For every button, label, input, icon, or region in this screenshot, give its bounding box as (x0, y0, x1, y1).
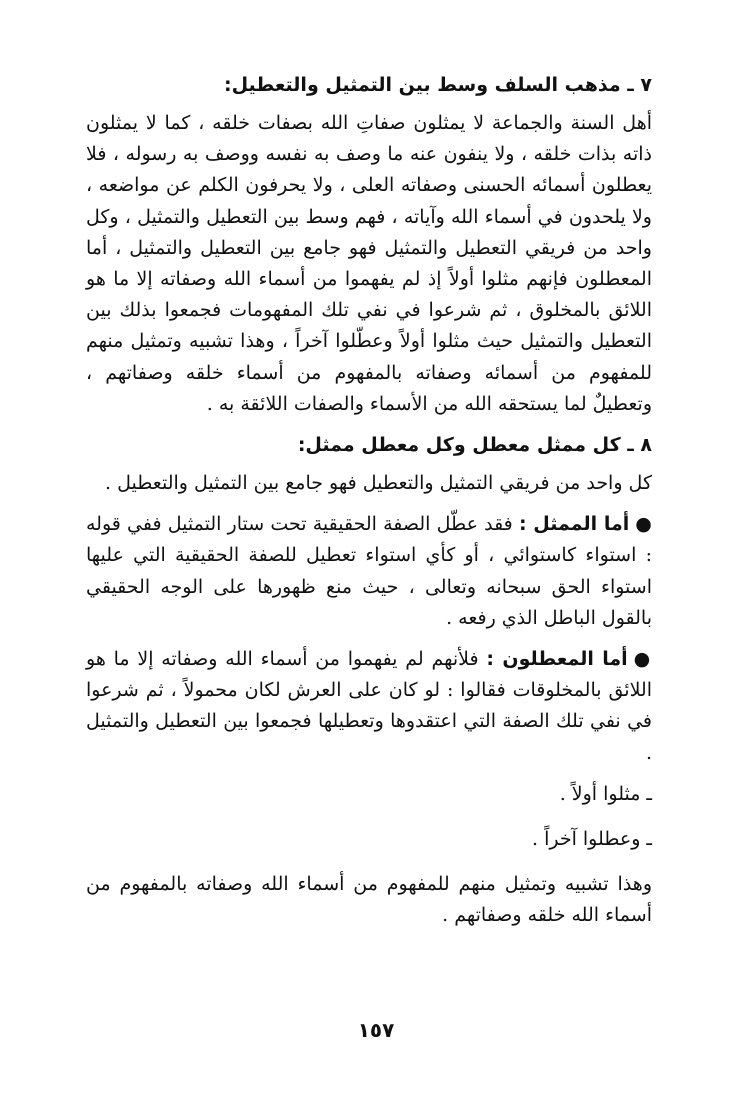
bullet-icon: ● (635, 513, 652, 536)
list-item: ـ وعطلوا آخراً . (532, 827, 652, 850)
muattil-text: فلأنهم لم يفهموا من أسماء الله وصفاته إلا ما هو اللائق بالمخلوقات فقالوا : لو كان على العرش لكان محمولاً ، ثم شرعوا في نفي تلك الصفة التي اعتقدوها وتعطيلها فجمعوا بين التعطيل والتمثيل . (86, 648, 652, 764)
section-7-paragraph: أهل السنة والجماعة لا يمثلون صفاتِ الله بصفات خلقه ، كما لا يمثلون ذاته بذات خلقه ، ولا ينفون عنه ما وصف به نفسه ووصف به رسوله ، فلا يعطلون أسمائه الحسنى وصفاته العلى ، ولا يحرفون الكلم عن مواضعه ، ولا يلحدون في أسماء الله وآياته ، فهم وسط بين التعطيل والتمثيل ، وكل واحد من فريقي التعطيل والتمثيل فهو جامع بين التعطيل والتمثيل ، أما المعطلون فإنهم مثلوا أولاً إذ لم يفهموا من أسماء الله وصفاته إلا ما هو اللائق بالمخلوق ، ثم شرعوا في نفي تلك المفهومات فجمعوا بذلك بين التعطيل والتمثيل حيث مثلوا أولاً وعطّلوا آخراً ، وهذا تشبيه وتمثيل منهم للمفهوم من أسمائه وصفاته بالمفهوم من أسماء خلقه وصفاتهم ، وتعطيلٌ لما يستحقه الله من الأسماء والصفات اللائقة به . (86, 112, 653, 415)
muattil-lead: أما المعطلون : (486, 648, 628, 671)
mumaththil-text: فقد عطّل الصفة الحقيقية تحت ستار التمثيل ففي قوله : استواء كاستوائي ، أو كأي استواء تعطيل للصفة الحقيقية التي عليها استواء الحق سبحانه وتعالى ، حيث منع ظهورها على الوجه الحقيقي بالقول الباطل الذي رفعه . (86, 513, 652, 629)
mumaththil-paragraph (86, 509, 652, 634)
muattil-paragraph (86, 644, 652, 769)
section-8-heading: ٨ ـ كل ممثل معطل وكل معطل ممثل: (297, 434, 652, 457)
section-8-closing: وهذا تشبيه وتمثيل منهم للمفهوم من أسماء الله وصفاته بالمفهوم من أسماء الله خلقه وصفاتهم . (86, 872, 652, 927)
mumaththil-lead: أما الممثل : (518, 513, 630, 536)
list-item: ـ مثلوا أولاً . (559, 782, 652, 805)
bullet-icon: ● (633, 648, 652, 671)
section-7-heading: ٧ ـ مذهب السلف وسط بين التمثيل والتعطيل: (224, 74, 652, 96)
section-8-intro: كل واحد من فريقي التمثيل والتعطيل فهو جامع بين التمثيل والتعطيل . (105, 472, 652, 495)
page-number: ١٥٧ (357, 1018, 395, 1042)
